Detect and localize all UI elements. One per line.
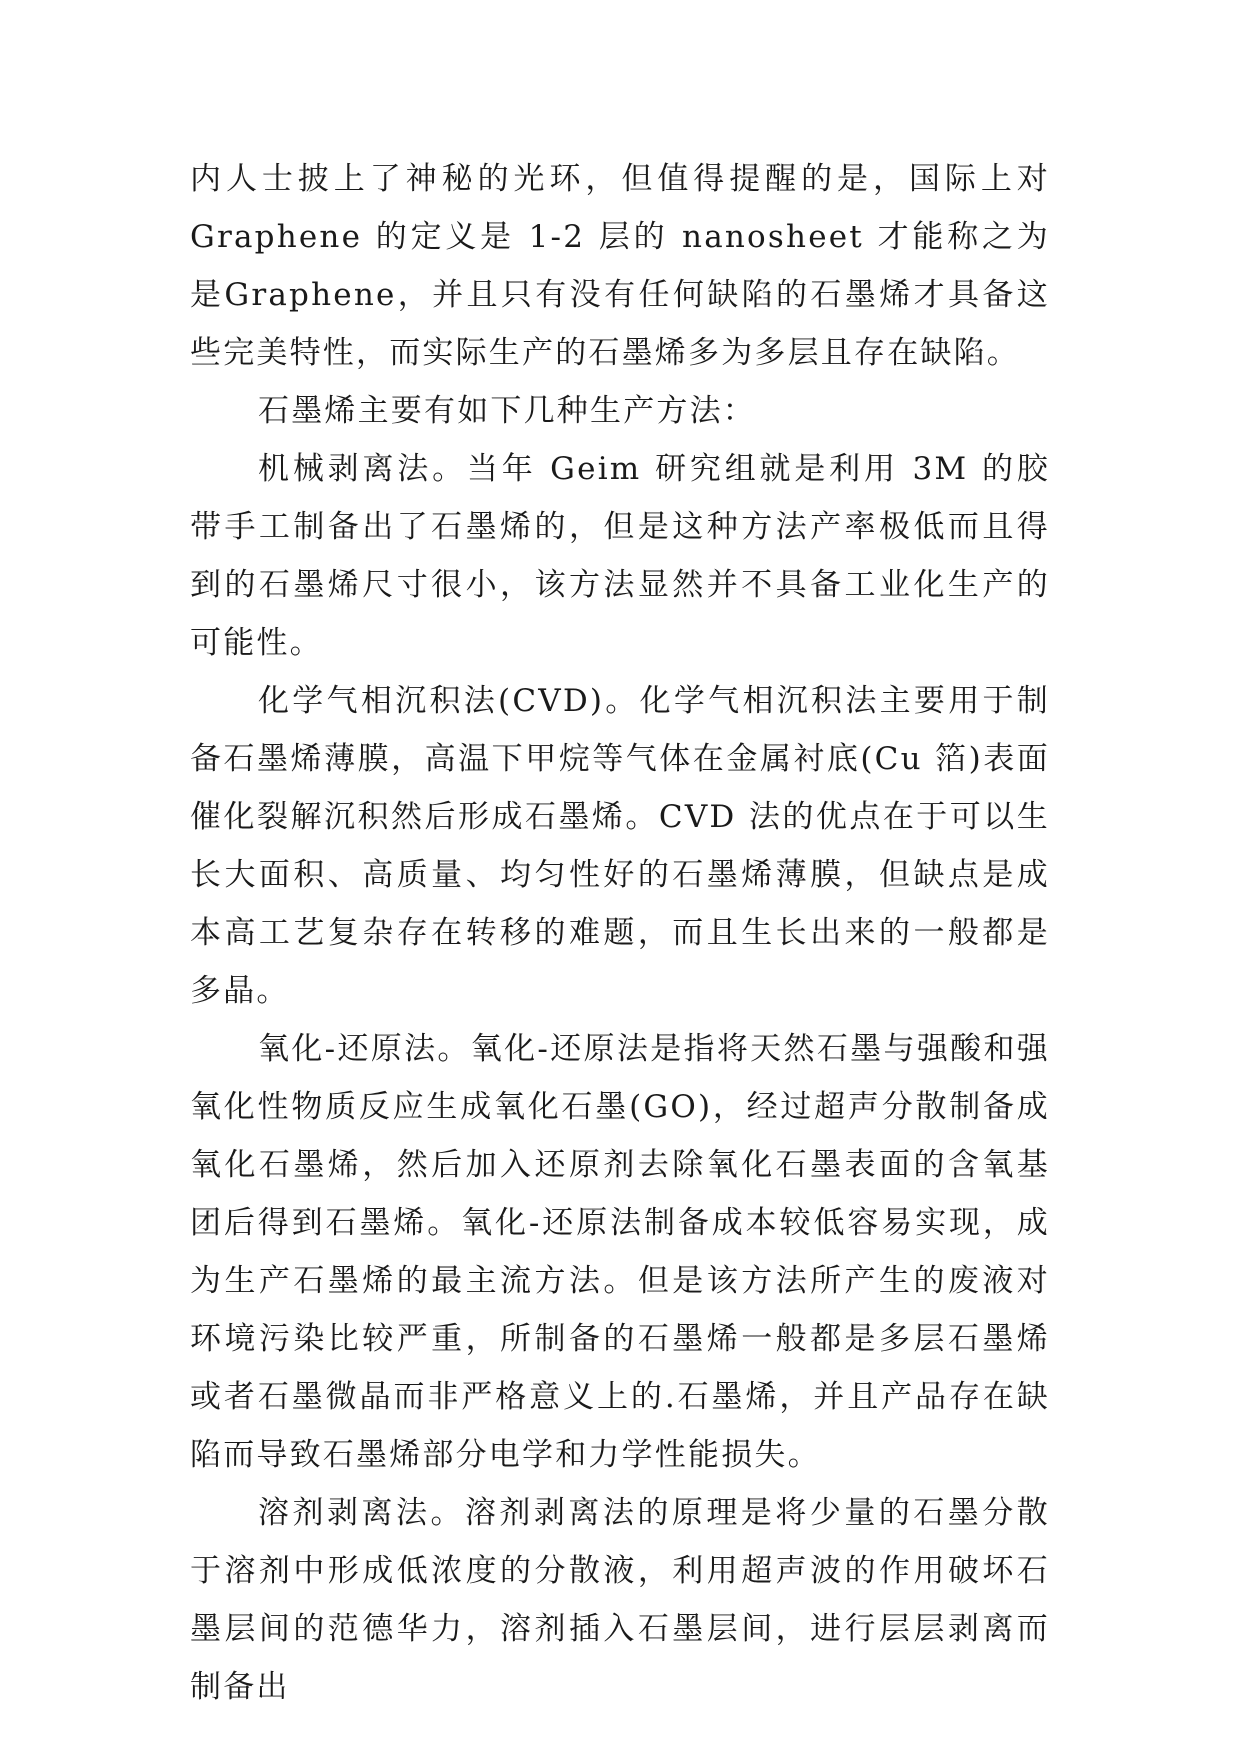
- paragraph-oxidation-reduction: 氧化-还原法。氧化-还原法是指将天然石墨与强酸和强氧化性物质反应生成氧化石墨(GO)，经过超声分散制备成氧化石墨烯，然后加入还原剂去除氧化石墨表面的含氧基团后得到石墨烯。氧化-还原法制备成本较低容易实现，成为生产石墨烯的最主流方法。但是该方法所产生的废液对环境污染比较严重，所制备的石墨烯一般都是多层石墨烯或者石墨微晶而非严格意义上的.石墨烯，并且产品存在缺陷而导致石墨烯部分电学和力学性能损失。: [190, 1031, 1050, 1473]
- document-body: [190, 150, 1050, 1716]
- paragraph-solvent-exfoliation: 溶剂剥离法。溶剂剥离法的原理是将少量的石墨分散于溶剂中形成低浓度的分散液，利用超声波的作用破坏石墨层间的范德华力，溶剂插入石墨层间，进行层层剥离而制备出: [190, 1495, 1050, 1705]
- paragraph-methods-intro: 石墨烯主要有如下几种生产方法：: [258, 393, 756, 429]
- paragraph-continuation: 内人士披上了神秘的光环，但值得提醒的是，国际上对Graphene 的定义是 1-2 层的 nanosheet 才能称之为是Graphene，并且只有没有任何缺陷的石墨烯才具备这些完美特性，而实际生产的石墨烯多为多层且存在缺陷。: [190, 161, 1050, 371]
- paragraph-cvd: 化学气相沉积法(CVD)。化学气相沉积法主要用于制备石墨烯薄膜，高温下甲烷等气体在金属衬底(Cu 箔)表面催化裂解沉积然后形成石墨烯。CVD 法的优点在于可以生长大面积、高质量、均匀性好的石墨烯薄膜，但缺点是成本高工艺复杂存在转移的难题，而且生长出来的一般都是多晶。: [190, 683, 1050, 1009]
- paragraph-mechanical-exfoliation: 机械剥离法。当年 Geim 研究组就是利用 3M 的胶带手工制备出了石墨烯的，但是这种方法产率极低而且得到的石墨烯尺寸很小，该方法显然并不具备工业化生产的可能性。: [190, 451, 1050, 661]
